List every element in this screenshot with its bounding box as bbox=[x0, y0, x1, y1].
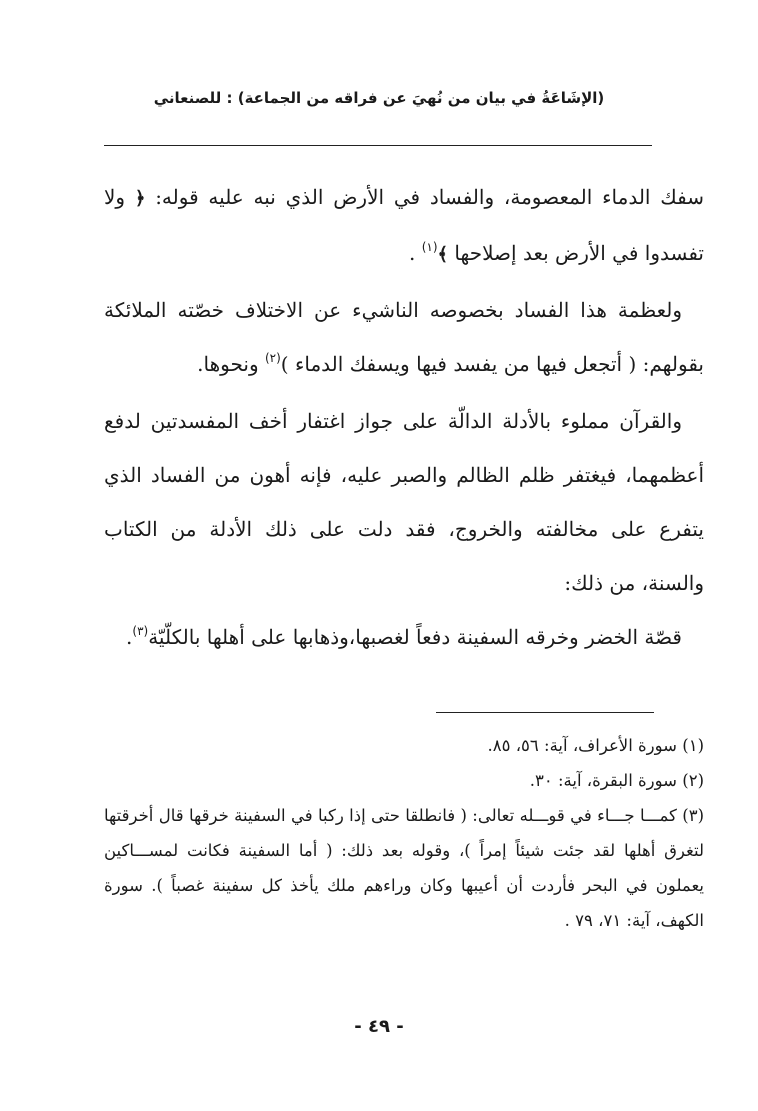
footnote-ref-1[interactable]: (١) bbox=[421, 240, 438, 254]
quran-quote: ولا تفسدوا في الأرض بعد إصلاحها bbox=[104, 185, 704, 265]
paragraph-1-text: سفك الدماء المعصومة، والفساد في الأرض الذي نبه عليه قوله: bbox=[145, 185, 705, 209]
quran-close-bracket: ﴾ bbox=[437, 244, 449, 265]
paragraph-3: والقرآن مملوء بالأدلة الدالّة على جواز اغتفار أخف المفسدتين لدفع أعظمهما، فيغتفر ظلم الظالم والصبر عليه، فإنه أهون من الفساد الذي يتفرع على مخالفته والخروج، فقد دلت على ذلك الأدلة من الكتاب والسنة، من ذلك: bbox=[104, 409, 704, 595]
footnote-3: (٣) كمـــا جـــاء في قوـــله تعالى: ( فانطلقا حتى إذا ركبا في السفينة خرقها قال أخرقتها لتغرق أهلها لقد جئت شيئاً إمراً )، وقوله بعد ذلك: ( أما السفينة فكانت لمســـاكين يعملون في البحر فأردت أن أعيبها وكان وراءهم ملك يأخذ كل سفينة غصباً ). سورة الكهف، آية: ٧١، ٧٩ . bbox=[104, 806, 704, 930]
paragraph-4-text: قصّة الخضر وخرقه السفينة دفعاً لغصبها،وذهابها على أهلها بالكلّيّة bbox=[148, 625, 682, 649]
running-header: (الإشَاعَةُ في بيان من نُهيَ عن فراقه من الجماعة) : للصنعاني bbox=[153, 89, 605, 107]
footnotes bbox=[104, 728, 704, 938]
footnote-1: (١) سورة الأعراف، آية: ٥٦، ٨٥. bbox=[487, 736, 704, 755]
paragraph-1-end: . bbox=[408, 241, 422, 265]
header-rule bbox=[104, 145, 652, 146]
main-text bbox=[104, 170, 704, 667]
footnote-ref-2[interactable]: (٢) bbox=[264, 351, 281, 365]
quran-open-bracket: ﴿ bbox=[134, 188, 146, 209]
paragraph-2-text: ولعظمة هذا الفساد بخصوصه الناشيء عن الاختلاف خصّته الملائكة بقولهم: ( أتجعل فيها من يفسد فيها ويسفك الدماء ) bbox=[104, 298, 704, 376]
paragraph-2-end: ونحوها. bbox=[197, 352, 265, 376]
paragraph-1 bbox=[104, 170, 704, 283]
footnote-ref-3[interactable]: (٣) bbox=[132, 624, 149, 638]
footnote-2: (٢) سورة البقرة، آية: ٣٠. bbox=[529, 771, 704, 790]
paragraph-4 bbox=[104, 610, 704, 667]
paragraph-2 bbox=[104, 283, 704, 394]
footnote-separator bbox=[436, 712, 654, 713]
paragraph-4-end: . bbox=[126, 625, 133, 649]
page-number: - ٤٩ - bbox=[354, 1016, 404, 1037]
